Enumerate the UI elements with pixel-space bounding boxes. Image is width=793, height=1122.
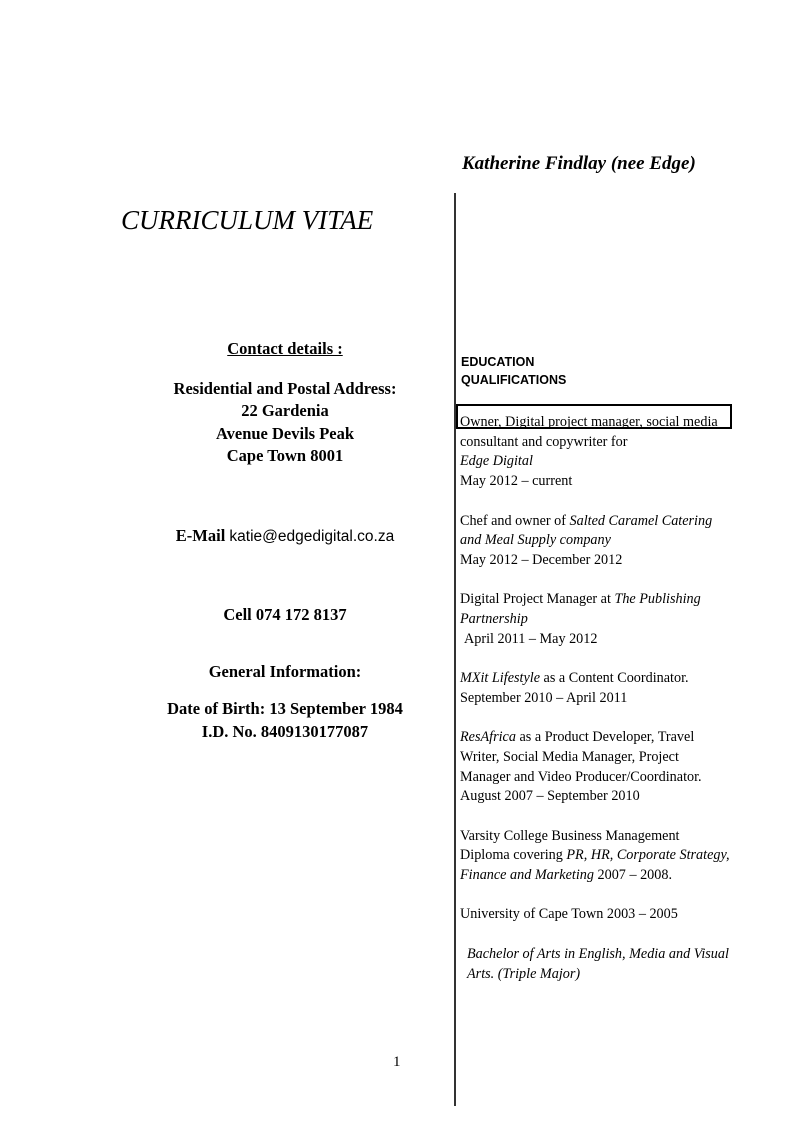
entry-emphasis: PR, HR, Corporate Strategy, Finance and Marketing <box>460 847 730 884</box>
general-info-heading: General Information: <box>208 661 362 681</box>
entry-text: Owner, Digital project manager, social media consultant and copywriter for <box>460 414 718 450</box>
address-label: Residential and Postal Address: <box>173 378 397 398</box>
date-of-birth: Date of Birth: 13 September 1984 <box>167 699 403 718</box>
entry-emphasis: Salted Caramel Catering and Meal Supply company <box>460 512 713 549</box>
experience-entry <box>460 669 732 708</box>
left-column <box>130 338 440 743</box>
education-heading <box>461 353 661 389</box>
entry-emphasis: The Publishing Partnership <box>460 591 701 627</box>
email-line <box>130 525 440 549</box>
entry-text-end: 2007 – 2008. <box>593 867 672 884</box>
email-label: E-Mail <box>175 525 230 545</box>
entry-emphasis: MXit Lifestyle <box>460 670 540 687</box>
experience-entry <box>460 512 732 571</box>
page-number: 1 <box>393 1054 401 1070</box>
cell-number: Cell 074 172 8137 <box>223 605 347 624</box>
degree-text: Bachelor of Arts in English, Media and Visual Arts. (Triple Major) <box>467 945 729 982</box>
entry-text: Chef and owner of <box>460 512 570 529</box>
entry-text: Digital Project Manager at <box>460 591 615 608</box>
entry-dates: May 2012 – current <box>460 473 573 490</box>
email-link[interactable]: katie@edgedigital.co.za <box>229 527 395 545</box>
university-line: University of Cape Town 2003 – 2005 <box>460 906 678 923</box>
entry-text: as a Product Developer, Travel Writer, Social Media Manager, Project Manager and Video Producer/Coordinator. August 2007 – September 2010 <box>460 729 702 805</box>
document-title: CURRICULUM VITAE <box>121 205 374 235</box>
text-box-frame <box>456 404 732 429</box>
address-line-2: Avenue Devils Peak <box>215 423 355 443</box>
experience-entry <box>460 728 732 807</box>
candidate-name: Katherine Findlay (nee Edge) <box>462 153 696 174</box>
entry-text: as a Content Coordinator. <box>540 670 689 687</box>
column-divider <box>454 193 456 1106</box>
address-line-1: 22 Gardenia <box>241 401 329 420</box>
id-number: I.D. No. 8409130177087 <box>201 721 369 741</box>
experience-entry <box>460 590 732 649</box>
entry-dates: September 2010 – April 2011 <box>460 689 628 706</box>
entry-text: Varsity College Business Management Diploma covering <box>460 827 680 864</box>
entry-dates: April 2011 – May 2012 <box>464 630 598 647</box>
entry-dates: May 2012 – December 2012 <box>460 551 623 568</box>
experience-column <box>460 413 732 1004</box>
education-heading-line-2: QUALIFICATIONS <box>461 373 567 387</box>
contact-heading: Contact details : <box>227 339 343 358</box>
experience-entry <box>460 827 732 886</box>
address-line-3: Cape Town 8001 <box>226 446 344 465</box>
entry-emphasis: ResAfrica <box>460 729 516 746</box>
education-heading-line-1: EDUCATION <box>461 355 535 369</box>
degree-line <box>460 945 732 984</box>
entry-emphasis: Edge Digital <box>460 453 533 470</box>
